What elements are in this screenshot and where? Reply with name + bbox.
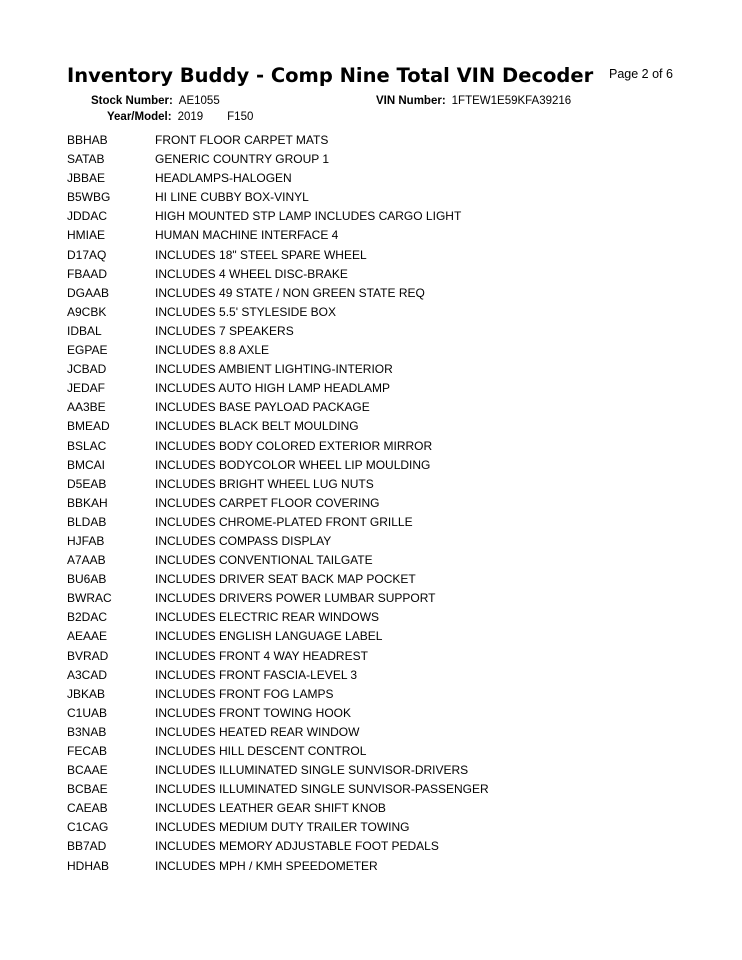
- option-code: BMCAI: [67, 457, 106, 472]
- option-description: INCLUDES DRIVERS POWER LUMBAR SUPPORT: [155, 591, 436, 606]
- option-code: JDDAC: [67, 209, 108, 224]
- option-code: C1CAG: [67, 820, 109, 835]
- option-code: D5EAB: [67, 476, 107, 491]
- option-code: A3CAD: [67, 667, 108, 682]
- option-description: INCLUDES MEMORY ADJUSTABLE FOOT PEDALS: [155, 839, 439, 854]
- option-description: INCLUDES AUTO HIGH LAMP HEADLAMP: [155, 381, 390, 396]
- option-description: INCLUDES HILL DESCENT CONTROL: [155, 744, 367, 758]
- option-description: INCLUDES BASE PAYLOAD PACKAGE: [155, 400, 370, 415]
- option-description: INCLUDES 18" STEEL SPARE WHEEL: [155, 247, 367, 262]
- option-description: INCLUDES FRONT TOWING HOOK: [155, 705, 352, 720]
- option-code: BBHAB: [67, 133, 108, 147]
- option-code: BB7AD: [67, 839, 107, 854]
- option-description: INCLUDES COMPASS DISPLAY: [155, 533, 332, 548]
- option-code: JBKAB: [67, 686, 106, 701]
- option-description: INCLUDES AMBIENT LIGHTING-INTERIOR: [155, 362, 393, 377]
- option-code: CAEAB: [67, 801, 108, 816]
- option-description: INCLUDES HEATED REAR WINDOW: [155, 724, 360, 739]
- option-description: HI LINE CUBBY BOX-VINYL: [155, 190, 309, 205]
- option-code: FBAAD: [67, 266, 108, 281]
- model-value: F150: [227, 111, 254, 123]
- option-description: INCLUDES 4 WHEEL DISC-BRAKE: [155, 266, 348, 281]
- option-description: INCLUDES FRONT FASCIA-LEVEL 3: [155, 667, 358, 682]
- option-description: HIGH MOUNTED STP LAMP INCLUDES CARGO LIGHT: [155, 209, 462, 224]
- option-description: INCLUDES ENGLISH LANGUAGE LABEL: [155, 629, 383, 644]
- option-description: INCLUDES CHROME-PLATED FRONT GRILLE: [155, 514, 413, 529]
- option-code: BMEAD: [67, 419, 110, 434]
- option-description: INCLUDES BLACK BELT MOULDING: [155, 419, 359, 434]
- option-code: JCBAD: [67, 362, 107, 377]
- option-description: INCLUDES FRONT FOG LAMPS: [155, 686, 334, 701]
- option-code: B3NAB: [67, 724, 107, 739]
- option-code: EGPAE: [67, 343, 108, 358]
- stock-number-label: Stock Number:: [91, 95, 173, 107]
- vin-number-value: 1FTEW1E59KFA39216: [451, 95, 572, 107]
- option-description: INCLUDES LEATHER GEAR SHIFT KNOB: [155, 801, 386, 816]
- option-code: HDHAB: [67, 858, 110, 873]
- option-code: A7AAB: [67, 553, 106, 568]
- year-model-label: Year/Model:: [107, 111, 172, 123]
- option-code: B5WBG: [67, 190, 111, 205]
- option-code: BSLAC: [67, 438, 107, 453]
- page-title: Inventory Buddy - Comp Nine Total VIN Decoder: [67, 64, 594, 87]
- stock-number-value: AE1055: [178, 95, 220, 107]
- option-description: INCLUDES 49 STATE / NON GREEN STATE REQ: [155, 285, 425, 300]
- vin-number-label: VIN Number:: [376, 95, 446, 107]
- option-description: INCLUDES ILLUMINATED SINGLE SUNVISOR-DRIVERS: [155, 763, 469, 778]
- option-description: INCLUDES FRONT 4 WAY HEADREST: [155, 648, 368, 663]
- option-code: BWRAC: [67, 591, 112, 606]
- page-number: Page 2 of 6: [609, 67, 673, 81]
- option-code: FECAB: [67, 744, 108, 758]
- vin-number: [376, 95, 571, 107]
- option-description: INCLUDES ILLUMINATED SINGLE SUNVISOR-PASSENGER: [155, 782, 489, 797]
- option-code: BVRAD: [67, 648, 109, 663]
- option-code: BCAAE: [67, 763, 108, 778]
- option-code: C1UAB: [67, 705, 108, 720]
- option-description: INCLUDES 8.8 AXLE: [155, 343, 270, 358]
- option-code: BBKAH: [67, 495, 108, 510]
- option-description: GENERIC COUNTRY GROUP 1: [155, 152, 330, 167]
- option-code: AEAAE: [67, 629, 108, 644]
- option-code: BLDAB: [67, 514, 107, 529]
- option-description: FRONT FLOOR CARPET MATS: [155, 133, 329, 147]
- year-model: [107, 111, 253, 123]
- option-code: D17AQ: [67, 247, 107, 262]
- option-description: INCLUDES 7 SPEAKERS: [155, 323, 294, 338]
- option-code: HMIAE: [67, 228, 106, 243]
- option-description: INCLUDES DRIVER SEAT BACK MAP POCKET: [155, 572, 416, 587]
- option-code: AA3BE: [67, 400, 106, 415]
- option-code: JBBAE: [67, 171, 106, 186]
- option-description: HUMAN MACHINE INTERFACE 4: [155, 228, 339, 243]
- option-code: BCBAE: [67, 782, 108, 797]
- option-description: INCLUDES ELECTRIC REAR WINDOWS: [155, 610, 380, 625]
- option-code: DGAAB: [67, 285, 110, 300]
- option-description: INCLUDES BODYCOLOR WHEEL LIP MOULDING: [155, 457, 431, 472]
- option-code: SATAB: [67, 152, 105, 167]
- option-code: BU6AB: [67, 572, 107, 587]
- option-description: INCLUDES MEDIUM DUTY TRAILER TOWING: [155, 820, 410, 835]
- option-description: INCLUDES CONVENTIONAL TAILGATE: [155, 553, 373, 568]
- option-description: INCLUDES BODY COLORED EXTERIOR MIRROR: [155, 438, 433, 453]
- option-description: INCLUDES 5.5' STYLESIDE BOX: [155, 304, 337, 319]
- option-code: A9CBK: [67, 304, 107, 319]
- option-code: IDBAL: [67, 323, 102, 338]
- option-code: B2DAC: [67, 610, 108, 625]
- option-code: HJFAB: [67, 533, 105, 548]
- option-description: HEADLAMPS-HALOGEN: [155, 171, 292, 186]
- stock-number: [91, 95, 220, 107]
- option-description: INCLUDES CARPET FLOOR COVERING: [155, 495, 380, 510]
- option-code: JEDAF: [67, 381, 106, 396]
- option-description: INCLUDES BRIGHT WHEEL LUG NUTS: [155, 476, 374, 491]
- year-value: 2019: [177, 111, 204, 123]
- option-description: INCLUDES MPH / KMH SPEEDOMETER: [155, 858, 378, 873]
